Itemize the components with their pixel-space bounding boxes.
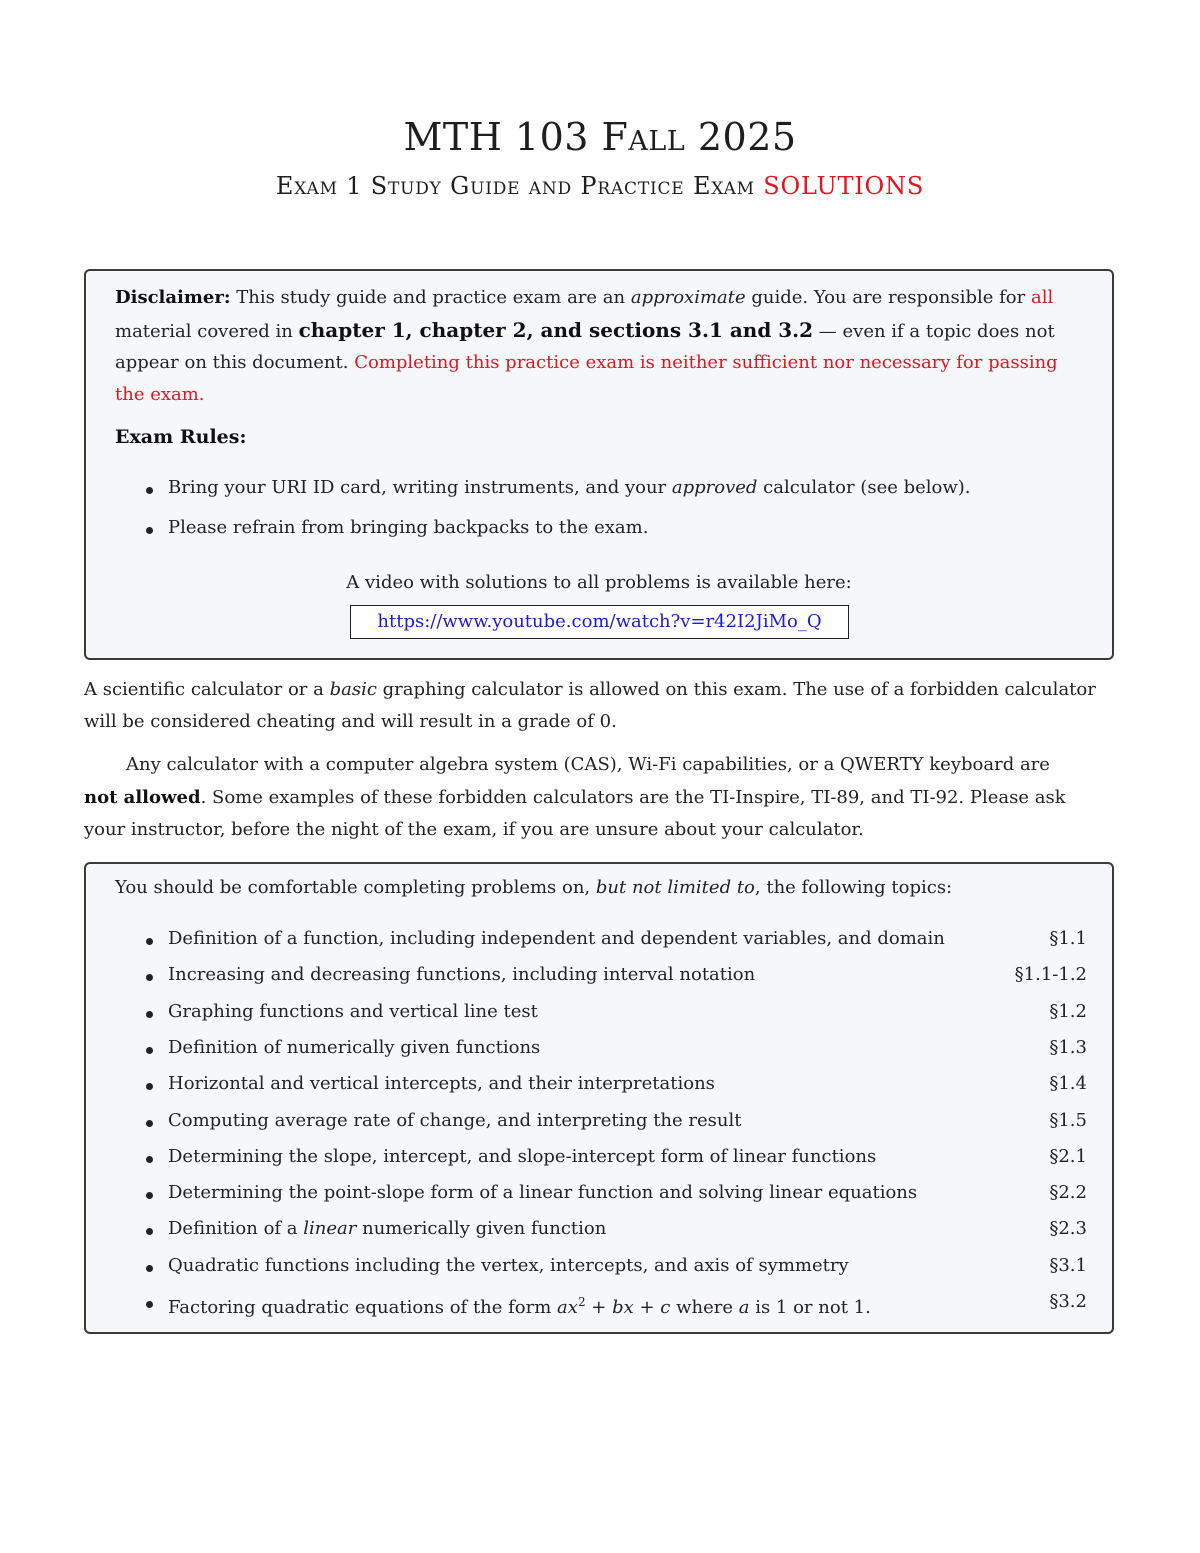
topic-item: Definition of a function, including independent and dependent variables, and domain xyxy=(168,928,945,949)
document-title: MTH 103 Fall 2025 xyxy=(403,115,797,159)
disclaimer-line-4: the exam. xyxy=(115,384,205,405)
topic-section: §3.1 xyxy=(1049,1254,1087,1276)
document-subtitle: Exam 1 Study Guide and Practice Exam SOLUTIONS xyxy=(275,172,925,200)
bullet-icon xyxy=(146,1120,153,1127)
topic-section: §1.5 xyxy=(1049,1109,1087,1131)
bullet-icon xyxy=(146,1301,153,1308)
topic-section: §1.4 xyxy=(1049,1073,1087,1095)
topic-section: §3.2 xyxy=(1049,1291,1087,1312)
topic-item: Computing average rate of change, and interpreting the result xyxy=(168,1109,742,1131)
bullet-icon xyxy=(146,938,153,945)
video-link[interactable]: https://www.youtube.com/watch?v=r42I2JiMo_Q xyxy=(350,605,849,639)
topic-item: Determining the point-slope form of a linear function and solving linear equations xyxy=(168,1182,918,1204)
topic-item: Determining the slope, intercept, and slope-intercept form of linear functions xyxy=(168,1145,877,1167)
disclaimer-line-3: appear on this document. Completing this practice exam is neither sufficient nor necessary for passing xyxy=(115,352,1058,373)
video-text: A video with solutions to all problems is available here: xyxy=(346,572,852,593)
topic-section: §1.2 xyxy=(1049,1000,1087,1022)
topic-section: §1.3 xyxy=(1049,1036,1087,1058)
topics-intro: You should be comfortable completing problems on, but not limited to, the following topics: xyxy=(115,877,953,898)
exam-rules-heading: Exam Rules: xyxy=(115,426,247,448)
topic-section: §2.1 xyxy=(1049,1145,1087,1167)
disclaimer-line-1: Disclaimer: This study guide and practice exam are an approximate guide. You are responsible for all xyxy=(115,287,1054,308)
solutions-label: SOLUTIONS xyxy=(763,172,925,200)
topic-item: Factoring quadratic equations of the form $ax^2$ + bx + c where a is 1 or not 1. xyxy=(168,1295,871,1318)
topic-section: §2.2 xyxy=(1049,1182,1087,1204)
topic-item: Definition of numerically given functions xyxy=(168,1036,541,1058)
topic-section: §1.1-1.2 xyxy=(1014,964,1087,986)
topic-section: §1.1 xyxy=(1049,928,1087,949)
topic-item: Increasing and decreasing functions, including interval notation xyxy=(168,964,756,986)
disclaimer-line-2: material covered in chapter 1, chapter 2, and sections 3.1 and 3.2 — even if a topic does not xyxy=(115,318,1055,342)
rule-item-2: Please refrain from bringing backpacks to the exam. xyxy=(168,517,649,538)
rule-item-1: Bring your URI ID card, writing instruments, and your approved calculator (see below). xyxy=(168,477,971,498)
bullet-icon xyxy=(146,1011,153,1018)
topic-item: Horizontal and vertical intercepts, and their interpretations xyxy=(168,1073,715,1095)
bullet-icon xyxy=(146,527,153,534)
topic-item: Graphing functions and vertical line test xyxy=(168,1000,538,1022)
bullet-icon xyxy=(146,1047,153,1054)
bullet-icon xyxy=(146,1265,153,1272)
calculator-paragraph-1-line-1: A scientific calculator or a basic graphing calculator is allowed on this exam. The use of a forbidden calculator xyxy=(84,679,1096,700)
bullet-icon xyxy=(146,487,153,494)
bullet-icon xyxy=(146,1156,153,1163)
topic-section: §2.3 xyxy=(1049,1218,1087,1240)
calculator-paragraph-2-line-1: Any calculator with a computer algebra system (CAS), Wi-Fi capabilities, or a QWERTY keyboard are xyxy=(126,754,1050,775)
topic-item: Definition of a linear numerically given function xyxy=(168,1218,607,1240)
calculator-paragraph-1-line-2: will be considered cheating and will result in a grade of 0. xyxy=(84,711,617,732)
calculator-paragraph-2-line-2: not allowed. Some examples of these forbidden calculators are the TI-Inspire, TI-89, and TI-92. Please ask xyxy=(84,787,1066,808)
calculator-paragraph-2-line-3: your instructor, before the night of the exam, if you are unsure about your calculator. xyxy=(84,819,864,840)
topic-item: Quadratic functions including the vertex, intercepts, and axis of symmetry xyxy=(168,1254,849,1276)
